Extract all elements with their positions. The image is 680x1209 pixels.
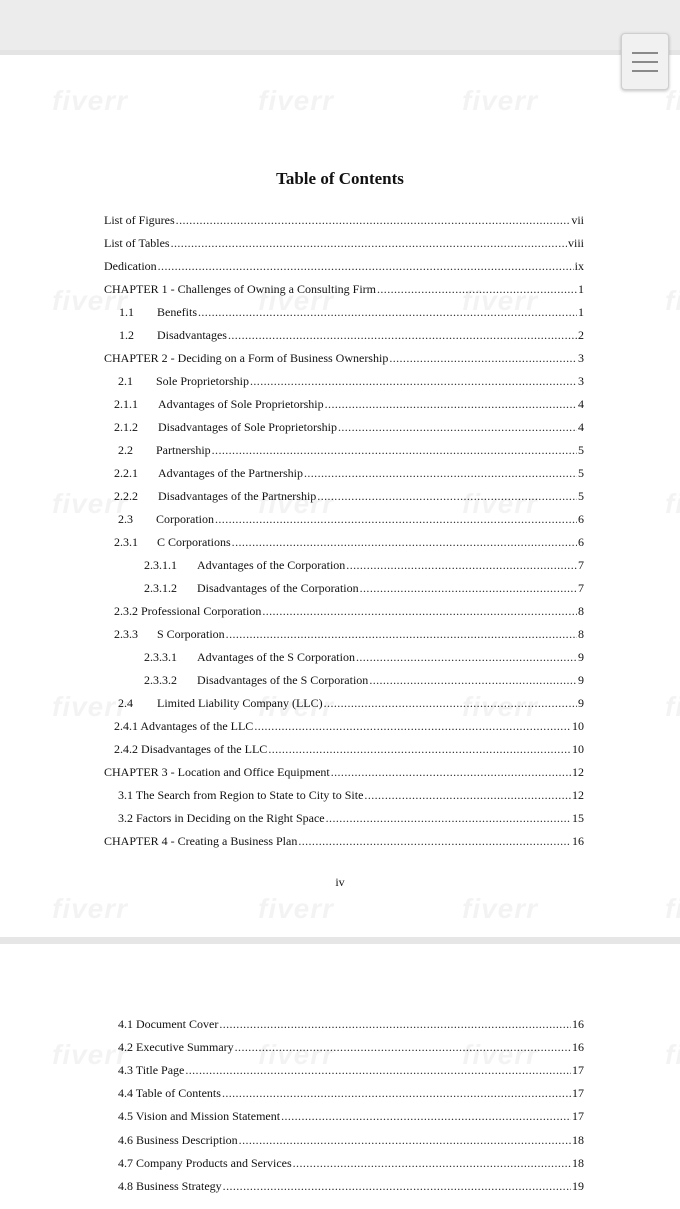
fiverr-watermark xyxy=(52,1039,128,1071)
toc-entry[interactable] xyxy=(114,465,584,481)
toc-dot-leader xyxy=(281,1108,571,1124)
toc-entry[interactable] xyxy=(119,327,584,343)
toc-entry-label: 3.2 Factors in Deciding on the Right Space xyxy=(118,811,325,825)
toc-entry-label: 4.4 Table of Contents xyxy=(118,1086,221,1101)
toc-entry-number: 2.2.1 xyxy=(114,466,138,480)
toc-entry-page: 9 xyxy=(578,650,584,664)
toc-entry[interactable] xyxy=(118,1132,584,1148)
toc-dot-leader xyxy=(356,649,577,665)
toc-entry-page: vii xyxy=(571,213,584,227)
toc-entry-label: Partnership xyxy=(156,443,211,457)
toc-dot-leader xyxy=(360,580,577,596)
toc-dot-leader xyxy=(158,258,574,274)
toc-dot-leader xyxy=(171,235,567,251)
toc-dot-leader xyxy=(326,810,571,826)
toc-entry-number: 2.1.1 xyxy=(114,397,138,411)
toc-dot-leader xyxy=(176,212,571,228)
toc-entry-label: 4.2 Executive Summary xyxy=(118,1040,234,1055)
toc-entry-number: 2.3.3.1 xyxy=(144,650,177,664)
toc-entry[interactable] xyxy=(114,603,584,619)
toc-entry[interactable] xyxy=(118,373,584,389)
fiverr-watermark xyxy=(665,1039,680,1071)
toc-entry[interactable] xyxy=(104,281,584,297)
toc-entry[interactable] xyxy=(104,258,584,274)
toc-entry[interactable] xyxy=(104,350,584,366)
toc-entry-label: S Corporation xyxy=(157,627,225,641)
toc-entry-label: 4.5 Vision and Mission Statement xyxy=(118,1109,281,1124)
toc-dot-leader xyxy=(317,488,577,504)
toc-entry-label: Disadvantages of the Partnership xyxy=(158,489,317,503)
toc-entry[interactable] xyxy=(118,1178,584,1194)
document-page-1 xyxy=(0,55,680,937)
toc-entry-page: 7 xyxy=(578,581,584,595)
toc-entry[interactable] xyxy=(118,1039,584,1055)
toc-entry-label: CHAPTER 3 - Location and Office Equipment xyxy=(104,765,330,779)
toc-entry-label: List of Tables xyxy=(104,236,170,250)
toc-dot-leader xyxy=(298,833,571,849)
toc-dot-leader xyxy=(389,350,577,366)
toc-entry[interactable] xyxy=(118,511,584,527)
toc-dot-leader xyxy=(239,1132,571,1148)
toc-dot-leader xyxy=(212,442,577,458)
toc-dot-leader xyxy=(185,1062,571,1078)
toc-entry-label: CHAPTER 2 - Deciding on a Form of Business Ownership xyxy=(104,351,389,365)
toc-entry-number: 2.3.3 xyxy=(114,627,138,641)
toc-entry[interactable] xyxy=(114,718,584,734)
toc-entry-label: List of Figures xyxy=(104,213,175,227)
fiverr-watermark xyxy=(52,85,128,117)
toc-dot-leader xyxy=(232,534,577,550)
toc-entry[interactable] xyxy=(114,488,584,504)
toc-entry-page: 8 xyxy=(578,627,584,641)
toc-entry-label: Disadvantages of Sole Proprietorship xyxy=(158,420,337,434)
toc-entry-label: Corporation xyxy=(156,512,214,526)
toc-dot-leader xyxy=(262,603,577,619)
toc-entry-page: 18 xyxy=(572,1132,584,1147)
fiverr-watermark xyxy=(665,691,680,723)
page-divider xyxy=(0,937,680,944)
toc-entry[interactable] xyxy=(118,810,584,826)
toc-entry-label: 3.1 The Search from Region to State to City to Site xyxy=(118,788,364,802)
toc-entry-page: viii xyxy=(567,236,584,250)
toc-dot-leader xyxy=(293,1155,571,1171)
toc-entry[interactable] xyxy=(114,534,584,550)
toc-dot-leader xyxy=(369,672,577,688)
toc-entry-page: 3 xyxy=(578,374,584,388)
toc-entry-page: 15 xyxy=(572,811,584,825)
fiverr-watermark xyxy=(258,893,334,925)
toc-entry-number: 2.4 xyxy=(118,696,133,710)
toc-entry-label: Limited Liability Company (LLC) xyxy=(157,696,323,710)
toc-entry-page: 7 xyxy=(578,558,584,572)
toc-dot-leader xyxy=(325,396,577,412)
toc-entry[interactable] xyxy=(118,695,584,711)
toc-entry-page: 8 xyxy=(578,604,584,618)
toc-entry-label: 4.6 Business Description xyxy=(118,1132,238,1147)
toc-entry-page: 9 xyxy=(578,696,584,710)
toc-entry-page: 5 xyxy=(578,466,584,480)
toc-entry-page: 16 xyxy=(572,1017,584,1031)
toc-entry-label: Disadvantages xyxy=(157,328,227,342)
toc-entry-label: Advantages of the Corporation xyxy=(197,558,346,572)
toc-entry-page: ix xyxy=(574,259,584,273)
toc-dot-leader xyxy=(324,695,577,711)
toc-entry-page: 4 xyxy=(578,397,584,411)
toc-entry[interactable] xyxy=(118,1062,584,1078)
toc-title: Table of Contents xyxy=(276,169,404,188)
fiverr-watermark xyxy=(52,893,128,925)
toc-dot-leader xyxy=(338,419,577,435)
toc-entry-number: 2.2 xyxy=(118,443,133,457)
toc-entry-page: 12 xyxy=(572,765,584,779)
toc-entry-label: 2.4.2 Disadvantages of the LLC xyxy=(114,742,268,756)
fiverr-watermark xyxy=(462,893,538,925)
toc-entry-label: CHAPTER 1 - Challenges of Owning a Consulting Firm xyxy=(104,282,376,296)
toc-entry[interactable] xyxy=(104,833,584,849)
toc-entry[interactable] xyxy=(144,557,584,573)
toc-entry-page: 17 xyxy=(572,1109,584,1124)
toc-entry-label: Advantages of Sole Proprietorship xyxy=(158,397,324,411)
toc-dot-leader xyxy=(226,626,577,642)
toc-dot-leader xyxy=(304,465,577,481)
toc-entry[interactable] xyxy=(104,212,584,228)
toc-entry[interactable] xyxy=(114,626,584,642)
toc-dot-leader xyxy=(250,373,577,389)
toc-entry-label: 4.8 Business Strategy xyxy=(118,1178,222,1193)
toc-dot-leader xyxy=(254,718,571,734)
toc-entry-label: 2.4.1 Advantages of the LLC xyxy=(114,719,254,733)
toc-entry-label: 4.1 Document Cover xyxy=(118,1017,219,1031)
hamburger-menu-button[interactable] xyxy=(621,33,669,90)
toc-entry[interactable] xyxy=(114,419,584,435)
toc-entry[interactable] xyxy=(104,235,584,251)
toc-entry[interactable] xyxy=(144,672,584,688)
toc-dot-leader xyxy=(346,557,577,573)
toc-dot-leader xyxy=(223,1178,571,1194)
toc-entry-label: 4.7 Company Products and Services xyxy=(118,1155,292,1170)
toc-entry-page: 19 xyxy=(572,1178,584,1193)
toc-entry-page: 5 xyxy=(578,489,584,503)
toc-entry-number: 2.2.2 xyxy=(114,489,138,503)
toc-entry-page: 10 xyxy=(572,719,584,733)
toc-entry-label: Benefits xyxy=(157,305,197,319)
toc-dot-leader xyxy=(364,787,571,803)
toc-dot-leader xyxy=(215,511,577,527)
toc-dot-leader xyxy=(198,304,577,320)
fiverr-watermark xyxy=(258,85,334,117)
toc-dot-leader xyxy=(377,281,577,297)
toc-entry-number: 2.3 xyxy=(118,512,133,526)
toc-entry-label: CHAPTER 4 - Creating a Business Plan xyxy=(104,834,298,848)
fiverr-watermark xyxy=(665,488,680,520)
page-number-footer: iv xyxy=(335,875,345,889)
fiverr-watermark xyxy=(665,893,680,925)
toc-entry-label: Disadvantages of the S Corporation xyxy=(197,673,369,687)
toc-entry-number: 1.1 xyxy=(119,305,134,319)
fiverr-watermark xyxy=(462,85,538,117)
toc-entry-page: 12 xyxy=(572,788,584,802)
toc-entry[interactable] xyxy=(118,1155,584,1171)
toc-entry[interactable] xyxy=(104,764,584,780)
hamburger-menu-icon-bar-2 xyxy=(632,61,658,63)
fiverr-watermark xyxy=(665,285,680,317)
toc-entry-label: Advantages of the S Corporation xyxy=(197,650,355,664)
toc-entry-page: 6 xyxy=(578,535,584,549)
toc-entry-page: 9 xyxy=(578,673,584,687)
toc-dot-leader xyxy=(235,1039,571,1055)
toc-entry[interactable] xyxy=(118,787,584,803)
toc-entry[interactable] xyxy=(144,649,584,665)
toc-dot-leader xyxy=(331,764,571,780)
toc-entry-number: 2.3.1.2 xyxy=(144,581,177,595)
hamburger-menu-icon-bar-1 xyxy=(632,52,658,54)
toc-entry-page: 4 xyxy=(578,420,584,434)
toc-entry[interactable] xyxy=(118,1016,584,1032)
toc-dot-leader xyxy=(222,1085,571,1101)
toc-entry-number: 2.3.1 xyxy=(114,535,138,549)
toc-entry-number: 2.1.2 xyxy=(114,420,138,434)
toc-entry-number: 2.3.3.2 xyxy=(144,673,177,687)
toc-entry-label: Dedication xyxy=(104,259,157,273)
toc-entry-page: 18 xyxy=(572,1155,584,1170)
toc-entry[interactable] xyxy=(144,580,584,596)
toc-entry-page: 17 xyxy=(572,1063,584,1078)
toc-entry-page: 1 xyxy=(578,305,584,319)
toc-entry-number: 2.1 xyxy=(118,374,133,388)
toc-entry-label: Disadvantages of the Corporation xyxy=(197,581,359,595)
toc-entry-page: 16 xyxy=(572,834,584,848)
toc-entry-page: 1 xyxy=(578,282,584,296)
toc-entry-page: 17 xyxy=(572,1086,584,1101)
toc-entry-label: Sole Proprietorship xyxy=(156,374,249,388)
toc-dot-leader xyxy=(268,741,571,757)
toc-entry[interactable] xyxy=(114,741,584,757)
toc-entry-page: 10 xyxy=(572,742,584,756)
toc-entry[interactable] xyxy=(118,1085,584,1101)
hamburger-menu-icon-bar-3 xyxy=(632,70,658,72)
fiverr-watermark xyxy=(665,85,680,117)
toc-entry-number: 2.3.1.1 xyxy=(144,558,177,572)
toc-entry-label: Advantages of the Partnership xyxy=(158,466,303,480)
toc-entry[interactable] xyxy=(114,396,584,412)
toc-entry-page: 6 xyxy=(578,512,584,526)
toc-entry[interactable] xyxy=(118,442,584,458)
document-page-2 xyxy=(0,944,680,1209)
toc-entry[interactable] xyxy=(119,304,584,320)
toc-entry-page: 3 xyxy=(578,351,584,365)
toc-entry-number: 1.2 xyxy=(119,328,134,342)
toc-entry-page: 2 xyxy=(578,328,584,342)
toc-dot-leader xyxy=(219,1016,571,1032)
toc-entry[interactable] xyxy=(118,1108,584,1124)
toc-entry-label: 4.3 Title Page xyxy=(118,1063,185,1078)
toc-entry-label: C Corporations xyxy=(157,535,231,549)
toc-entry-label: 2.3.2 Professional Corporation xyxy=(114,604,262,618)
toc-entry-page: 5 xyxy=(578,443,584,457)
toc-dot-leader xyxy=(228,327,577,343)
toc-entry-page: 16 xyxy=(572,1040,584,1055)
